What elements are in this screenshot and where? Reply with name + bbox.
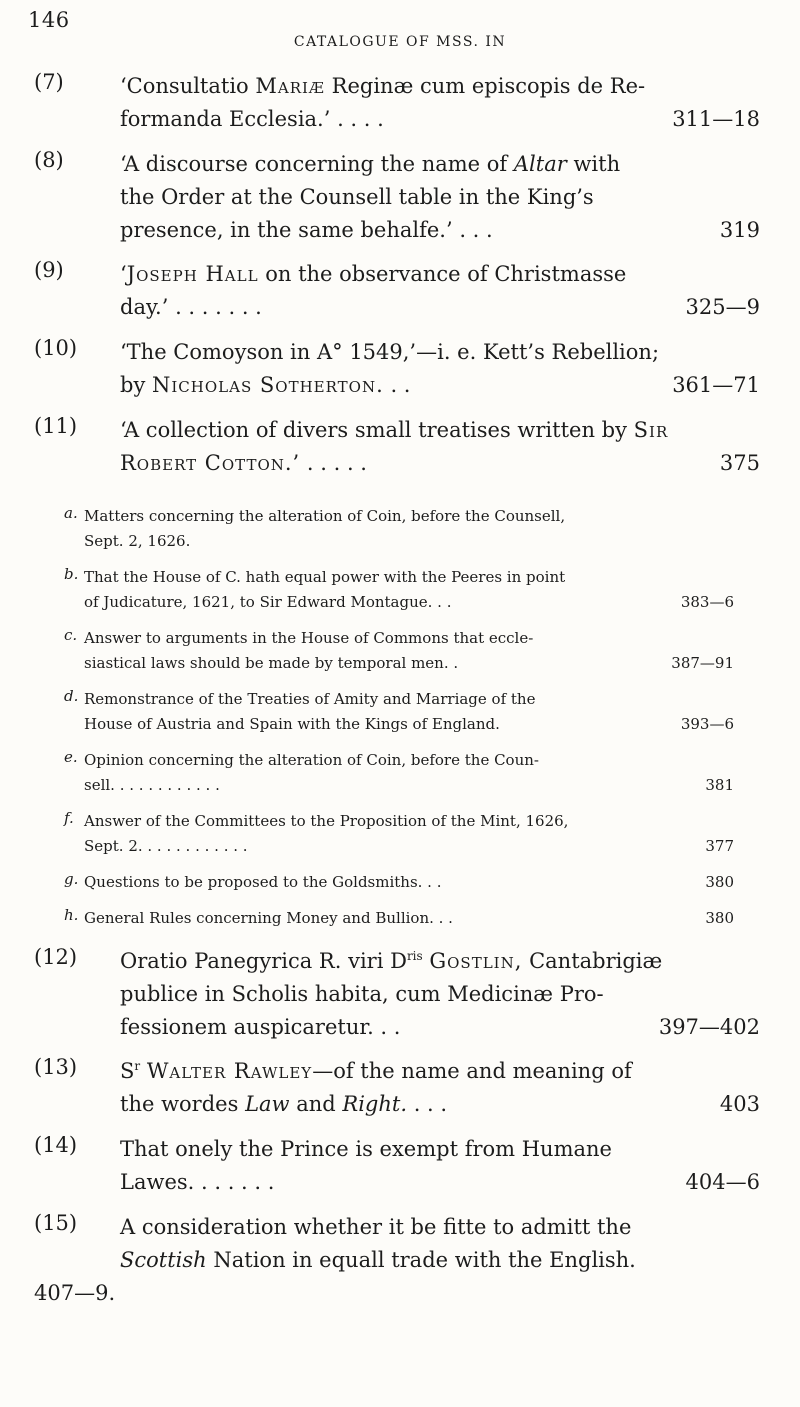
page-reference: 319 [719,218,760,242]
page-reference: 311—18 [672,107,760,131]
page-reference: 403 [719,1092,760,1116]
entry-number: (11) [34,414,78,438]
entry-15-ref: 407—9. [34,1281,116,1305]
page-reference: 393—6 [680,715,734,733]
entry-number: (8) [34,148,64,172]
page-reference: 375 [719,451,760,475]
subitem-h: h. General Rules concerning Money and Bullion. . . 380 [64,906,734,931]
entry-10: (10) ‘The Comoyson in A° 1549,’—i. e. Kett’s Rebellion; by Nicholas Sotherton. . . 361—71 [34,336,760,402]
entry-number: (14) [34,1133,78,1157]
subitem-letter: d. [64,687,79,705]
entry-12: (12) Oratio Panegyrica R. viri $D^{ris}$ Gostlin, Cantabrigiæ publice in Scholis habita, cum Medicinæ Pro- fessionem auspicaretur. . . 397—402 [34,945,760,1044]
subitem-f: f. Answer of the Committees to the Proposition of the Mint, 1626, Sept. 2. . . . . . . . . . . . 377 [64,809,734,859]
entry-number: (10) [34,336,78,360]
subitem-letter: h. [64,906,79,924]
entry-13: (13) $S^r$ Walter Rawley—of the name and meaning of the wordes Law and Right. . . . 403 [34,1055,760,1121]
entry-number: (9) [34,258,64,282]
subitem-letter: g. [64,870,79,888]
page-reference: 381 [705,776,734,794]
entry-8: (8) ‘A discourse concerning the name of Altar with the Order at the Counsell table in the King’s presence, in the same behalfe.’ . . . 319 [34,148,760,247]
entry-number: (7) [34,70,64,94]
subitem-letter: f. [64,809,74,827]
page-reference: 361—71 [672,373,760,397]
page-reference: 380 [705,909,734,927]
subitem-letter: c. [64,626,78,644]
page-number: 146 [28,8,70,32]
subitem-e: e. Opinion concerning the alteration of Coin, before the Coun- sell. . . . . . . . . . . . 381 [64,748,734,798]
page-reference: 397—402 [658,1015,760,1039]
entry-15: (15) A consideration whether it be fitte to admitt the Scottish Nation in equall trade with the English. 407—9. [34,1211,760,1310]
subitem-d: d. Remonstrance of the Treaties of Amity and Marriage of the House of Austria and Spain with the Kings of England. 393—6 [64,687,734,737]
entry-9: (9) ‘Joseph Hall on the observance of Christmasse day.’ . . . . . . . 325—9 [34,258,760,324]
page-reference: 380 [705,873,734,891]
entry-number: (13) [34,1055,78,1079]
subitem-b: b. That the House of C. hath equal power with the Peeres in point of Judicature, 1621, to Sir Edward Montague. . . 383—6 [64,565,734,615]
page-reference: 404—6 [685,1170,760,1194]
entry-14: (14) That onely the Prince is exempt from Humane Lawes. . . . . . . 404—6 [34,1133,760,1199]
subitem-c: c. Answer to arguments in the House of Commons that eccle- siastical laws should be made by temporal men. . 387—91 [64,626,734,676]
entry-number: (12) [34,945,78,969]
subitem-letter: b. [64,565,79,583]
page-reference: 383—6 [680,593,734,611]
subitem-a: a. Matters concerning the alteration of Coin, before the Counsell, Sept. 2, 1626. [64,504,566,550]
page-reference: 325—9 [685,295,760,319]
page-reference: 387—91 [671,654,734,672]
entry-11: (11) ‘A collection of divers small treatises written by Sir Robert Cotton.’ . . . . . 375 [34,414,760,480]
subitem-g: g. Questions to be proposed to the Goldsmiths. . . 380 [64,870,734,895]
entry-number: (15) [34,1211,78,1235]
page-reference: 377 [705,837,734,855]
subitem-letter: e. [64,748,78,766]
running-head: CATALOGUE OF MSS. IN [293,34,507,50]
subitem-letter: a. [64,504,78,522]
entry-7: (7) ‘Consultatio Mariæ Reginæ cum episcopis de Re- formanda Ecclesia.’ . . . . 311—18 [34,70,760,136]
